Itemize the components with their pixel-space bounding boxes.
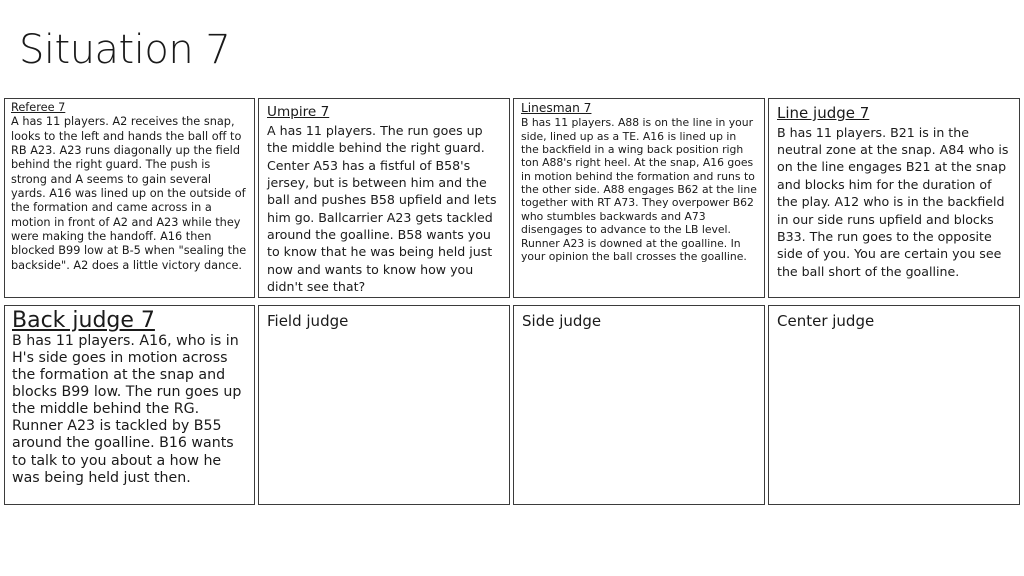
back-judge-text: B has 11 players. A16, who is in H's side goes in motion across the formation at the snap and blocks B99 low. The run goes up the middle behind the RG. Runner A23 is tackled by B55 around the goalline. B16 wants to talk to you about a how he was being held just then. [12, 333, 242, 486]
center-judge-card [768, 305, 1020, 505]
referee-card [4, 98, 255, 298]
center-judge-heading: Center judge [777, 312, 875, 330]
linesman-text: B has 11 players. A88 is on the line in your side, lined up as a TE. A16 is lined up in the backfield in a wing back position righ ton A88's right heel. At the snap, A16 goes in motion behind the formation and runs to the other side. A88 engages B62 at the line together with RT A73. They overpower B62 who stumbles backwards and A73 disengages to advance to the LB level. Runner A23 is downed at the goalline. In your opinion the ball crosses the goalline. [521, 116, 757, 263]
line-judge-text: B has 11 players. B21 is in the neutral zone at the snap. A84 who is on the line engages B21 at the snap and blocks him for the duration of the play. A12 who is in the backfield in our side runs upfield and blocks B33. The run goes to the opposite side of you. You are certain you see the ball short of the goalline. [777, 124, 1009, 279]
field-judge-card [258, 305, 510, 505]
linesman-card [513, 98, 765, 298]
side-judge-card [513, 305, 765, 505]
field-judge-heading: Field judge [267, 312, 349, 330]
line-judge-heading: Line judge 7 [777, 104, 870, 122]
line-judge-card [768, 98, 1020, 298]
umpire-card [258, 98, 510, 298]
umpire-text: A has 11 players. The run goes up the middle behind the right guard. Center A53 has a fistful of B58's jersey, but is between him and the ball and pushes B58 upfield and lets him go. Ballcarrier A23 gets tackled around the goalline. B58 wants you to know that he was being held just now and wants to know how you didn't see that? [267, 122, 497, 295]
umpire-heading: Umpire 7 [267, 104, 330, 120]
referee-text: A has 11 players. A2 receives the snap, looks to the left and hands the ball off to RB A23. A23 runs diagonally up the field behind the right guard. The push is strong and A seems to gain several yards. A16 was lined up on the outside of the formation and came across in a motion in front of A2 and A23 while they were making the handoff. A16 then blocked B99 low at B-5 when "sealing the backside". A2 does a little victory dance. [11, 115, 247, 272]
back-judge-card [4, 305, 255, 505]
linesman-heading: Linesman 7 [521, 101, 592, 115]
referee-heading: Referee 7 [11, 101, 66, 114]
slide-title: Situation 7 [19, 27, 231, 73]
side-judge-heading: Side judge [522, 312, 602, 330]
back-judge-heading: Back judge 7 [12, 308, 155, 333]
